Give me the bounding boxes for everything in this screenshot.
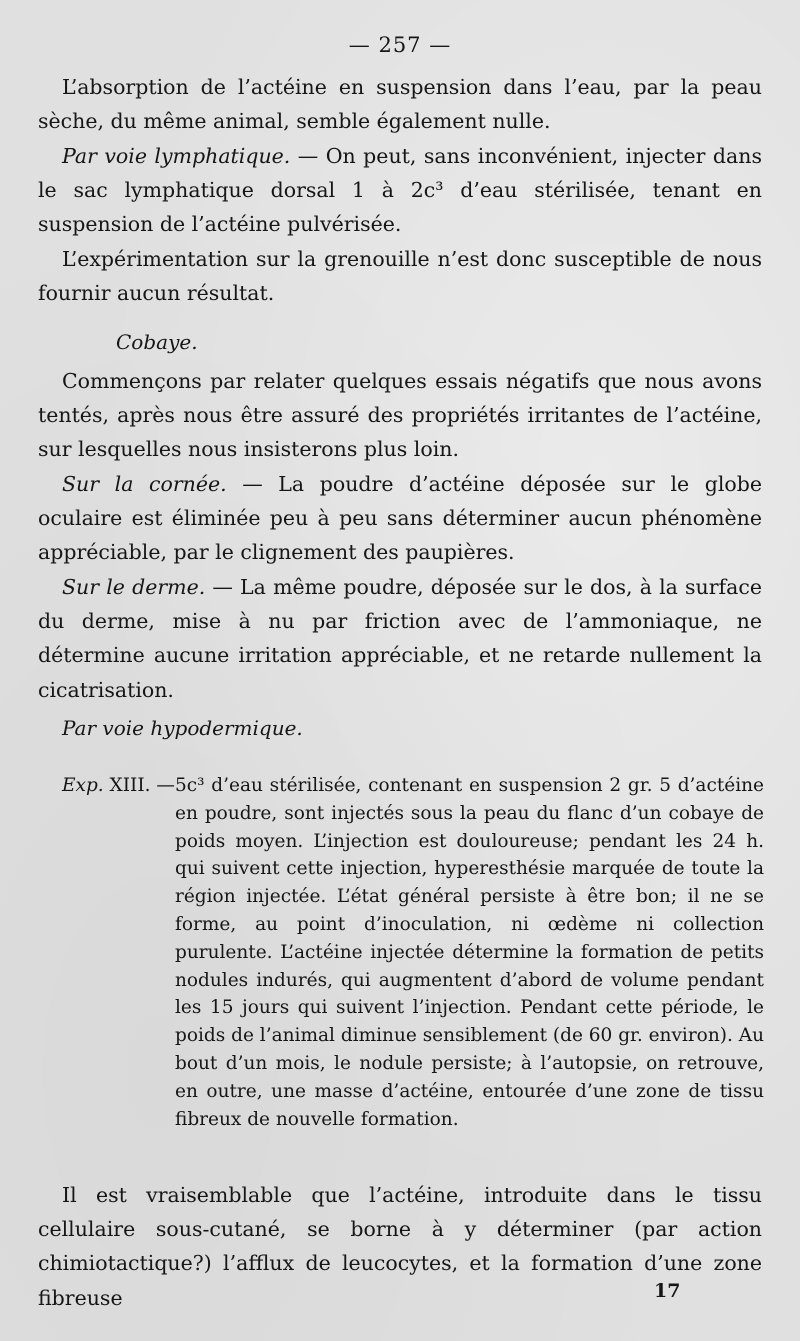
paragraph-voie-lymphatique (38, 139, 762, 242)
sur-la-cornee-text: — La poudre d’actéine déposée sur le globe oculaire est éliminée peu à peu sans déterminer aucun phénomène appréciable, par le clignement des paupières. (38, 472, 762, 565)
section-title-cobaye: Cobaye. (116, 330, 198, 354)
experiment-label (62, 772, 175, 800)
page-number: — 257 — (348, 33, 452, 57)
section-title-hypodermique: Par voie hypodermique. (62, 716, 303, 740)
footer-signature-number: 17 (654, 1280, 681, 1302)
voie-lymphatique-label: Par voie lymphatique. (62, 144, 291, 168)
sur-le-derme-label: Sur le derme. (62, 575, 206, 599)
experiment-text: 5c³ d’eau stérilisée, contenant en suspension 2 gr. 5 d’actéine en poudre, sont injectés sous la peau du flanc d’un cobaye de poids moyen. L’injection est douloureuse; pendant les 24 h. qui suivent cette injection, hyperesthésie marquée de toute la région injectée. L’état général persiste à être bon; il ne se forme, au point d’inoculation, ni œdème ni collection purulente. L’actéine injectée détermine la formation de petits nodules indurés, qui augmentent d’abord de volume pendant les 15 jours qui suivent l’injection. Pendant cette période, le poids de l’animal diminue sensiblement (de 60 gr. environ). Au bout d’un mois, le nodule persiste; à l’autopsie, on retrouve, en outre, une masse d’actéine, entourée d’une zone de tissu fibreux de nouvelle formation. (175, 775, 764, 1130)
sur-la-cornee-label: Sur la cornée. (62, 472, 227, 496)
experiment-label-number: XIII. — (103, 775, 175, 796)
paragraph-absorption: L’absorption de l’actéine en suspension dans l’eau, par la peau sèche, du même animal, semble également nulle. (38, 75, 762, 134)
experiment-label-abbr: Exp. (62, 775, 104, 796)
sur-le-derme-text: — La même poudre, déposée sur le dos, à la surface du derme, mise à nu par friction avec de l’ammoniaque, ne détermine aucune irritation appréciable, et ne retarde nullement la cicatrisation. (38, 575, 762, 702)
paragraph-grenouille-conclusion: L’expérimentation sur la grenouille n’est donc susceptible de nous fournir aucun résultat. (38, 247, 762, 306)
paragraph-vraisemblable: Il est vraisemblable que l’actéine, introduite dans le tissu cellulaire sous-cutané, se borne à y déterminer (par action chimiotactique?) l’afflux de leucocytes, et la formation d’une zone fibreuse (38, 1183, 762, 1310)
paragraph-sur-la-cornee (38, 467, 762, 570)
paragraph-sur-le-derme (38, 570, 762, 707)
voie-lymphatique-text: — On peut, sans inconvénient, injecter dans le sac lymphatique dorsal 1 à 2c³ d’eau stérilisée, tenant en suspension de l’actéine pulvérisée. (38, 144, 762, 237)
paragraph-essais-negatifs: Commençons par relater quelques essais négatifs que nous avons tentés, après nous être assuré des propriétés irritantes de l’actéine, sur lesquelles nous insisterons plus loin. (38, 369, 762, 462)
